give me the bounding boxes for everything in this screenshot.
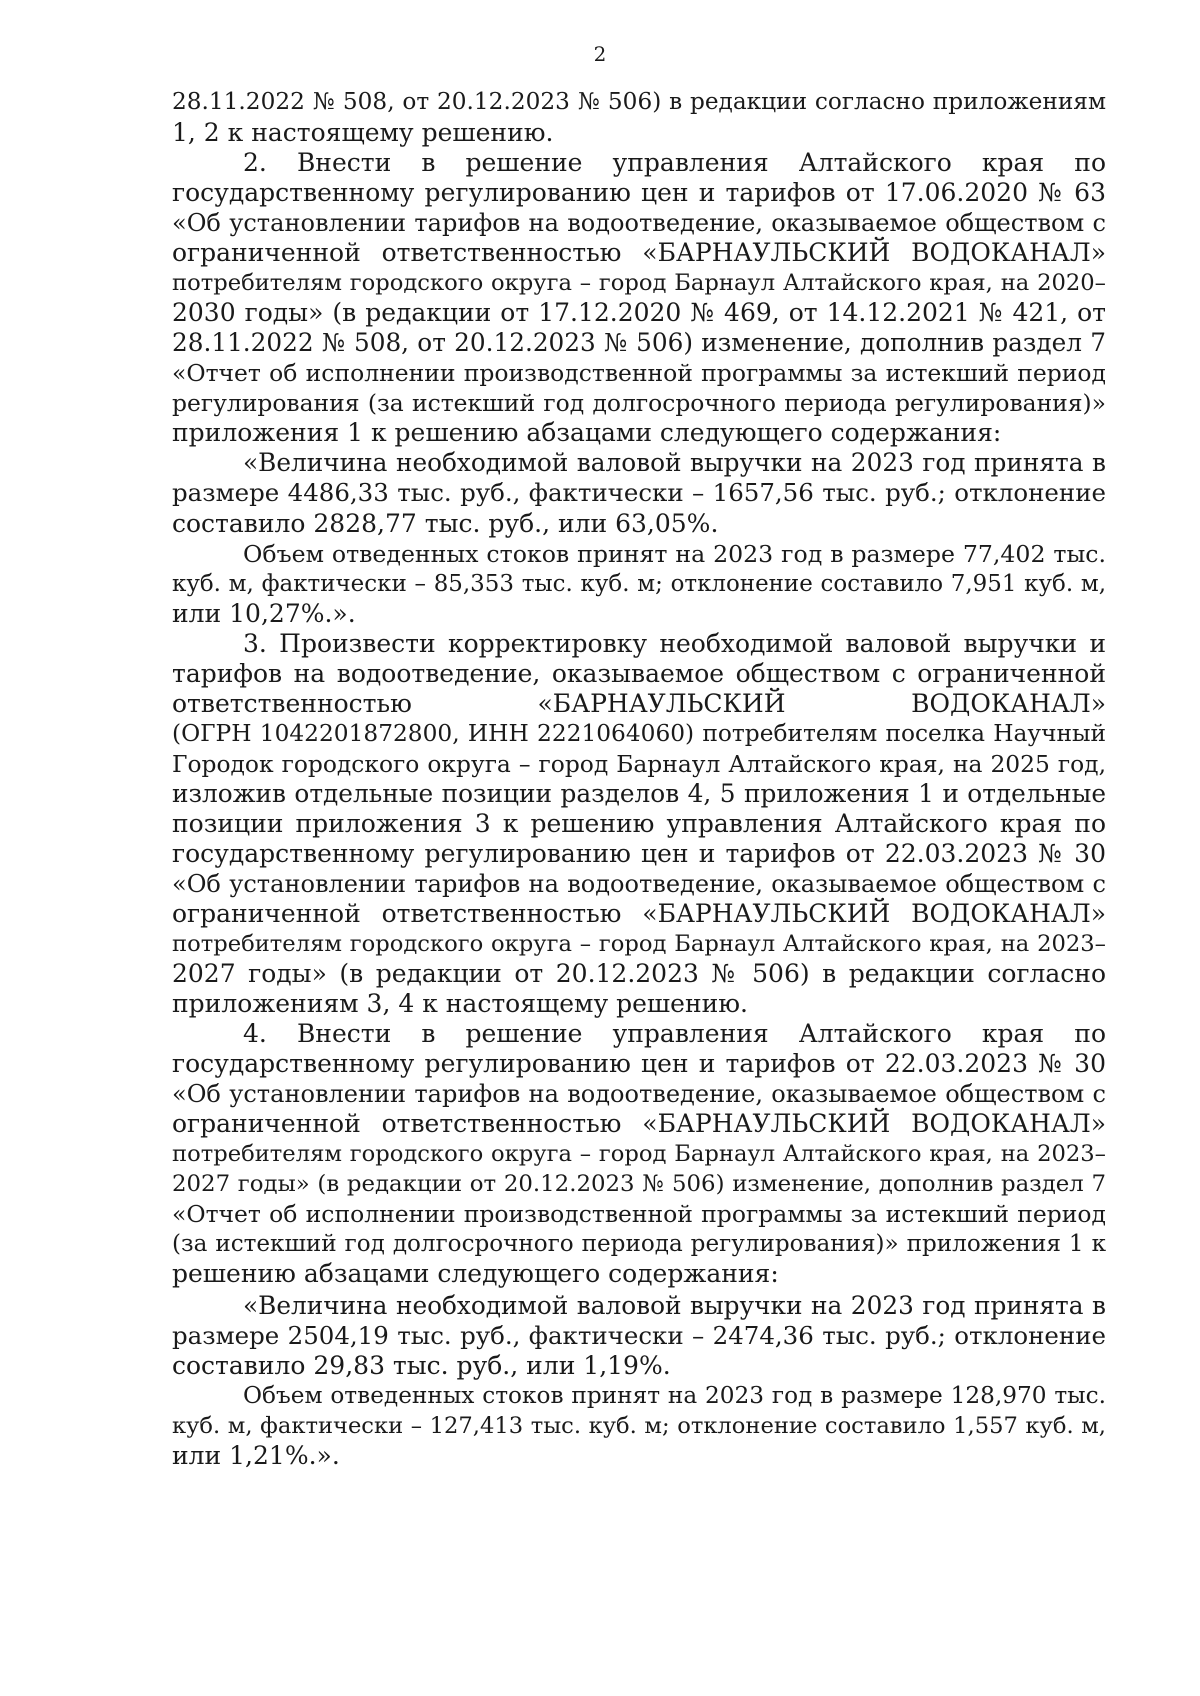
text-line: Городок городского округа – город Барнаул Алтайского края, на 2025 год, [172,750,1106,778]
text-line: ограниченной ответственностью «БАРНАУЛЬСКИЙ ВОДОКАНАЛ» [172,238,1106,267]
text-line: или 10,27%.». [172,599,356,628]
text-line: «Об установлении тарифов на водоотведение, оказываемое обществом с [172,209,1106,237]
text-line: приложениям 3, 4 к настоящему решению. [172,989,749,1018]
text-line: ответственностью «БАРНАУЛЬСКИЙ ВОДОКАНАЛ» [172,689,1106,718]
text-line: потребителям городского округа – город Барнаул Алтайского края, на 2023– [172,931,1106,957]
text-line: 4. Внести в решение управления Алтайского края по [243,1019,1106,1048]
text-line: 1, 2 к настоящему решению. [172,118,554,147]
text-line: регулирования (за истекший год долгосрочного периода регулирования)» [172,389,1106,417]
text-line: Объем отведенных стоков принят на 2023 год в размере 128,970 тыс. [243,1382,1106,1409]
text-line: 28.11.2022 № 508, от 20.12.2023 № 506) изменение, дополнив раздел 7 [172,328,1106,357]
text-line: ограниченной ответственностью «БАРНАУЛЬСКИЙ ВОДОКАНАЛ» [172,899,1106,928]
text-line: размере 4486,33 тыс. руб., фактически – 1657,56 тыс. руб.; отклонение [172,478,1106,507]
text-line: (ОГРН 1042201872800, ИНН 2221064060) потребителям поселка Научный [172,720,1106,747]
text-line: тарифов на водоотведение, оказываемое обществом с ограниченной [172,659,1106,688]
text-line: «Величина необходимой валовой выручки на 2023 год принята в [243,448,1106,477]
page-number: 2 [593,42,607,66]
text-line: куб. м, фактически – 85,353 тыс. куб. м; отклонение составило 7,951 куб. м, [172,571,1106,597]
text-line: «Отчет об исполнении производственной программы за истекший период [172,1200,1106,1228]
text-line: государственному регулированию цен и тарифов от 22.03.2023 № 30 [172,839,1106,868]
text-line: потребителям городского округа – город Барнаул Алтайского края, на 2020– [172,270,1106,296]
text-line: или 1,21%.». [172,1441,340,1470]
text-line: размере 2504,19 тыс. руб., фактически – 2474,36 тыс. руб.; отклонение [172,1321,1106,1350]
text-line: куб. м, фактически – 127,413 тыс. куб. м; отклонение составило 1,557 куб. м, [172,1413,1106,1439]
text-line: составило 29,83 тыс. руб., или 1,19%. [172,1351,671,1380]
text-line: государственному регулированию цен и тарифов от 22.03.2023 № 30 [172,1049,1106,1078]
text-line: «Об установлении тарифов на водоотведение, оказываемое обществом с [172,870,1106,898]
text-line: позиции приложения 3 к решению управления Алтайского края по [172,809,1106,838]
text-line: «Об установлении тарифов на водоотведение, оказываемое обществом с [172,1080,1106,1108]
text-line: ограниченной ответственностью «БАРНАУЛЬСКИЙ ВОДОКАНАЛ» [172,1109,1106,1138]
text-line: составило 2828,77 тыс. руб., или 63,05%. [172,509,719,538]
text-line: 28.11.2022 № 508, от 20.12.2023 № 506) в редакции согласно приложениям [172,88,1106,115]
text-line: 2. Внести в решение управления Алтайского края по [243,148,1106,177]
text-line: приложения 1 к решению абзацами следующего содержания: [172,418,1002,447]
text-line: Объем отведенных стоков принят на 2023 год в размере 77,402 тыс. [243,540,1106,568]
text-line: «Величина необходимой валовой выручки на 2023 год принята в [243,1291,1106,1320]
text-line: 2030 годы» (в редакции от 17.12.2020 № 469, от 14.12.2021 № 421, от [172,298,1106,327]
text-line: 2027 годы» (в редакции от 20.12.2023 № 506) изменение, дополнив раздел 7 [172,1171,1106,1197]
text-line: «Отчет об исполнении производственной программы за истекший период [172,359,1106,387]
text-line: государственному регулированию цен и тарифов от 17.06.2020 № 63 [172,178,1106,207]
text-line: (за истекший год долгосрочного периода регулирования)» приложения 1 к [172,1231,1106,1257]
text-line: решению абзацами следующего содержания: [172,1259,779,1288]
text-line: 3. Произвести корректировку необходимой валовой выручки и [243,629,1106,658]
text-line: 2027 годы» (в редакции от 20.12.2023 № 506) в редакции согласно [172,959,1106,988]
text-line: потребителям городского округа – город Барнаул Алтайского края, на 2023– [172,1141,1106,1167]
text-line: изложив отдельные позиции разделов 4, 5 приложения 1 и отдельные [172,779,1106,808]
